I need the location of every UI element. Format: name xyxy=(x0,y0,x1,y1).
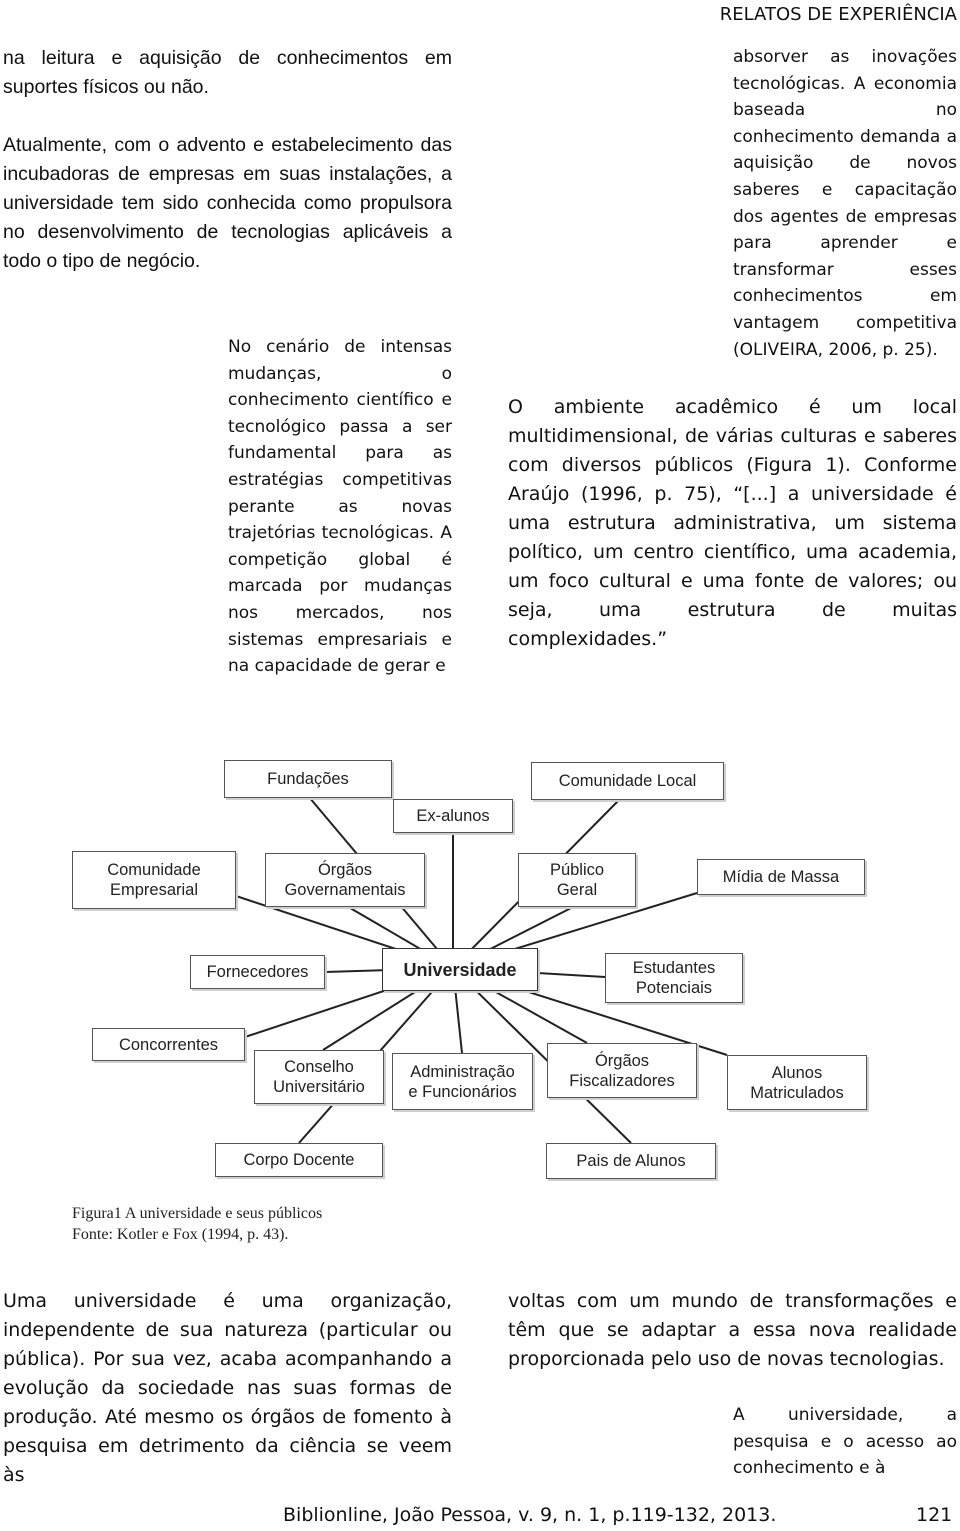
node-alunos-matriculados: Alunos Matriculados xyxy=(727,1055,867,1110)
section-heading-block: A universidade, a pesquisa e o acesso ao conhecimento e à xyxy=(733,1405,957,1479)
intro-fragment-paragraph: na leitura e aquisição de conhecimentos em suportes físicos ou não. xyxy=(3,47,452,98)
node-fundacoes: Fundações xyxy=(224,760,392,798)
node-ex-alunos: Ex-alunos xyxy=(393,799,513,833)
university-organization-paragraph: Uma universidade é uma organização, independente de sua natureza (particular ou pública). Por sua vez, acaba acompanhando a evolução da sociedade nas suas formas de produção. Até mesmo os órgãos de fomento à pesquisa em detrimento da ciência se veem às xyxy=(3,1290,452,1486)
node-corpo-docente: Corpo Docente xyxy=(215,1143,383,1177)
node-estudantes-potenciais: Estudantes Potenciais xyxy=(605,953,743,1003)
node-midia-de-massa: Mídia de Massa xyxy=(697,859,865,895)
node-orgaos-governamentais: Órgãos Governamentais xyxy=(265,853,425,907)
node-publico-geral: Público Geral xyxy=(518,853,636,907)
node-pais-de-alunos: Pais de Alunos xyxy=(546,1143,716,1179)
figure-caption xyxy=(72,1203,322,1245)
page-number: 121 xyxy=(916,1504,953,1526)
node-orgaos-fiscalizadores: Órgãos Fiscalizadores xyxy=(547,1043,697,1098)
node-conselho-universitario: Conselho Universitário xyxy=(254,1050,384,1104)
academic-environment-paragraph: O ambiente acadêmico é um local multidimensional, de várias culturas e saberes com diversos públicos (Figura 1). Conforme Araújo (1996, p. 75), “[...] a universidade é uma estrutura administrativa, um sistema político, um centro científico, uma academia, um foco cultural e uma fonte de valores; ou seja, uma estrutura de muitas complexidades.” xyxy=(508,396,957,650)
oliveira-block-quote: absorver as inovações tecnológicas. A economia baseada no conhecimento demanda a aquisição de novos saberes e capacitação dos agentes de empresas para aprender e transformar esses conhecimentos em vantagem competitiva (OLIVEIRA, 2006, p. 25). xyxy=(733,47,957,360)
figure-caption-source: Fonte: Kotler e Fox (1994, p. 43). xyxy=(72,1226,289,1243)
section-header-label: RELATOS DE EXPERIÊNCIA xyxy=(719,4,957,25)
node-administracao-funcionarios: Administração e Funcionários xyxy=(392,1053,533,1110)
competition-block-quote: No cenário de intensas mudanças, o conhecimento científico e tecnológico passa a ser fundamental para as estratégias competitivas perante as novas trajetórias tecnológicas. A competição global é marcada por mudanças nos mercados, nos sistemas empresariais e na capacidade de gerar e xyxy=(228,337,452,677)
node-fornecedores: Fornecedores xyxy=(190,955,325,989)
transformations-paragraph: voltas com um mundo de transformações e têm que se adaptar a essa nova realidade proporcionada pelo uso de novas tecnologias. xyxy=(508,1290,957,1370)
university-publics-diagram xyxy=(0,745,960,1260)
footer-citation: Biblionline, João Pessoa, v. 9, n. 1, p.119-132, 2013. xyxy=(283,1504,777,1526)
node-comunidade-local: Comunidade Local xyxy=(531,762,724,800)
node-comunidade-empresarial: Comunidade Empresarial xyxy=(72,851,236,909)
node-concorrentes: Concorrentes xyxy=(92,1028,245,1061)
node-universidade-center: Universidade xyxy=(382,948,538,991)
figure-caption-title: Figura1 A universidade e seus públicos xyxy=(72,1205,323,1222)
incubators-paragraph: Atualmente, com o advento e estabelecimento das incubadoras de empresas em suas instalações, a universidade tem sido conhecida como propulsora no desenvolvimento de tecnologias aplicáveis a todo o tipo de negócio. xyxy=(3,134,452,272)
